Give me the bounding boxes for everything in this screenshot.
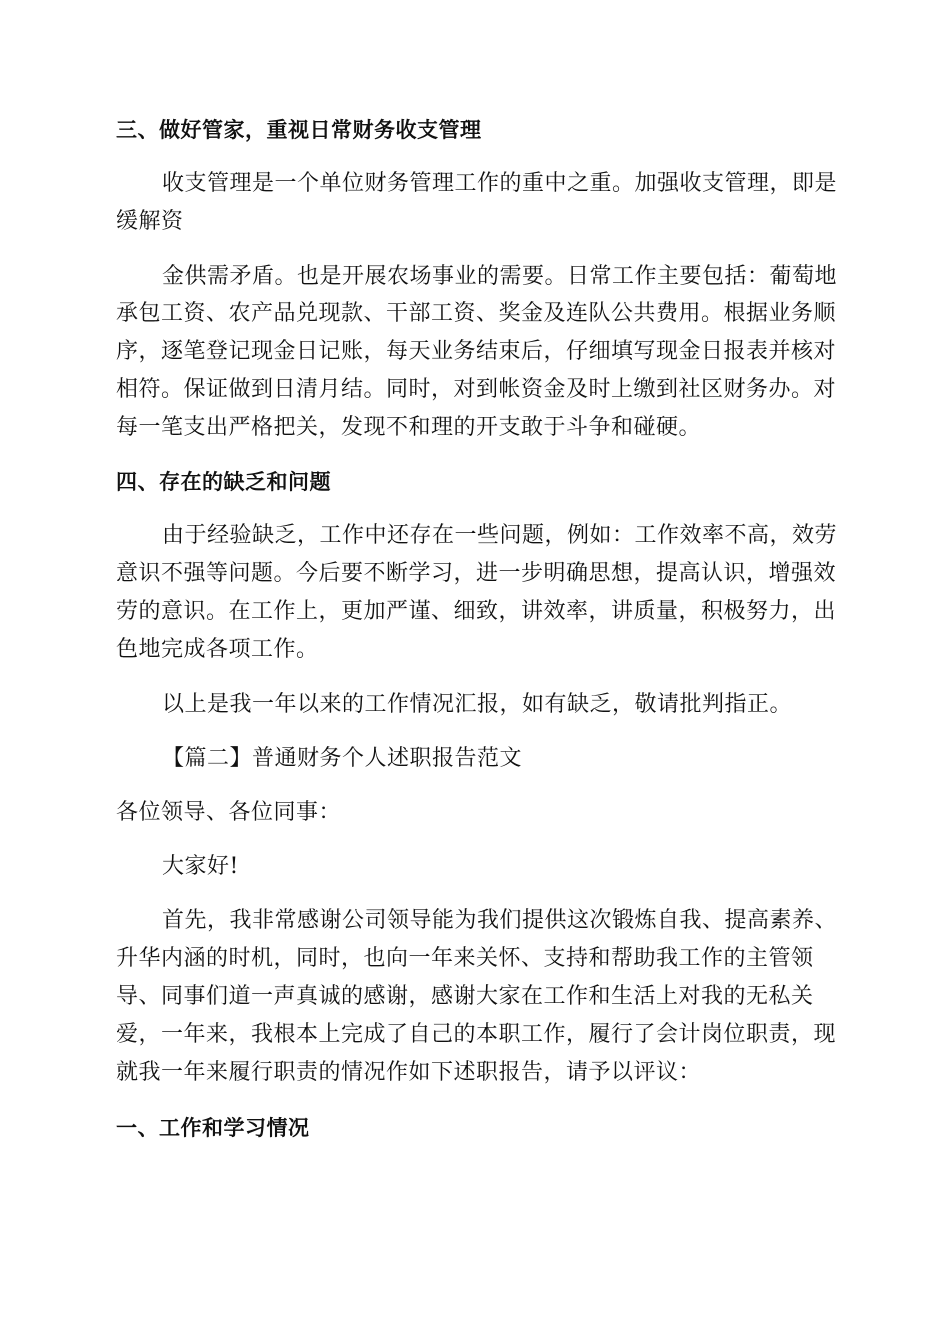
paragraph-line: 缓解资: [116, 209, 184, 234]
section-heading-4: 四、存在的缺乏和问题: [116, 470, 331, 494]
paragraph-line: 相符。保证做到日清月结。同时，对到帐资金及时上缴到社区财务办。对: [116, 377, 837, 402]
paragraph-line: 承包工资、农产品兑现款、干部工资、奖金及连队公共费用。根据业务顺: [116, 301, 837, 326]
paragraph-line: 意识不强等问题。今后要不断学习，进一步明确思想，提高认识，增强效: [116, 561, 837, 586]
paragraph-line: 爱，一年来，我根本上完成了自己的本职工作，履行了会计岗位职责，现: [116, 1022, 837, 1047]
paragraph-line: 首先，我非常感谢公司领导能为我们提供这次锻炼自我、提高素养、: [162, 908, 838, 933]
paragraph-line: 收支管理是一个单位财务管理工作的重中之重。加强收支管理，即是: [162, 171, 838, 196]
paragraph-line: 序，逐笔登记现金日记账，每天业务结束后，仔细填写现金日报表并核对: [116, 339, 837, 364]
paragraph-line: 金供需矛盾。也是开展农场事业的需要。日常工作主要包括：葡萄地: [162, 264, 838, 289]
paragraph-line: 劳的意识。在工作上，更加严谨、细致，讲效率，讲质量，积极努力，出: [116, 599, 837, 624]
paragraph-line: 色地完成各项工作。: [116, 637, 319, 662]
paragraph-line: 由于经验缺乏，工作中还存在一些问题，例如：工作效率不高，效劳: [162, 523, 838, 548]
part-title: 【篇二】普通财务个人述职报告范文: [162, 746, 523, 771]
paragraph-line: 导、同事们道一声真诚的感谢，感谢大家在工作和生活上对我的无私关: [116, 984, 814, 1009]
greeting: 大家好!: [162, 854, 239, 879]
section-heading-1: 一、工作和学习情况: [116, 1116, 310, 1140]
paragraph-line: 升华内涵的时机，同时，也向一年来关怀、支持和帮助我工作的主管领: [116, 946, 814, 971]
closing-line: 以上是我一年以来的工作情况汇报，如有缺乏，敬请批判指正。: [162, 692, 793, 717]
salutation: 各位领导、各位同事：: [116, 800, 342, 825]
paragraph-line: 每一笔支出严格把关，发现不和理的开支敢于斗争和碰硬。: [116, 415, 702, 440]
paragraph-line: 就我一年来履行职责的情况作如下述职报告，请予以评议：: [116, 1060, 702, 1085]
section-heading-3: 三、做好管家，重视日常财务收支管理: [116, 118, 482, 142]
